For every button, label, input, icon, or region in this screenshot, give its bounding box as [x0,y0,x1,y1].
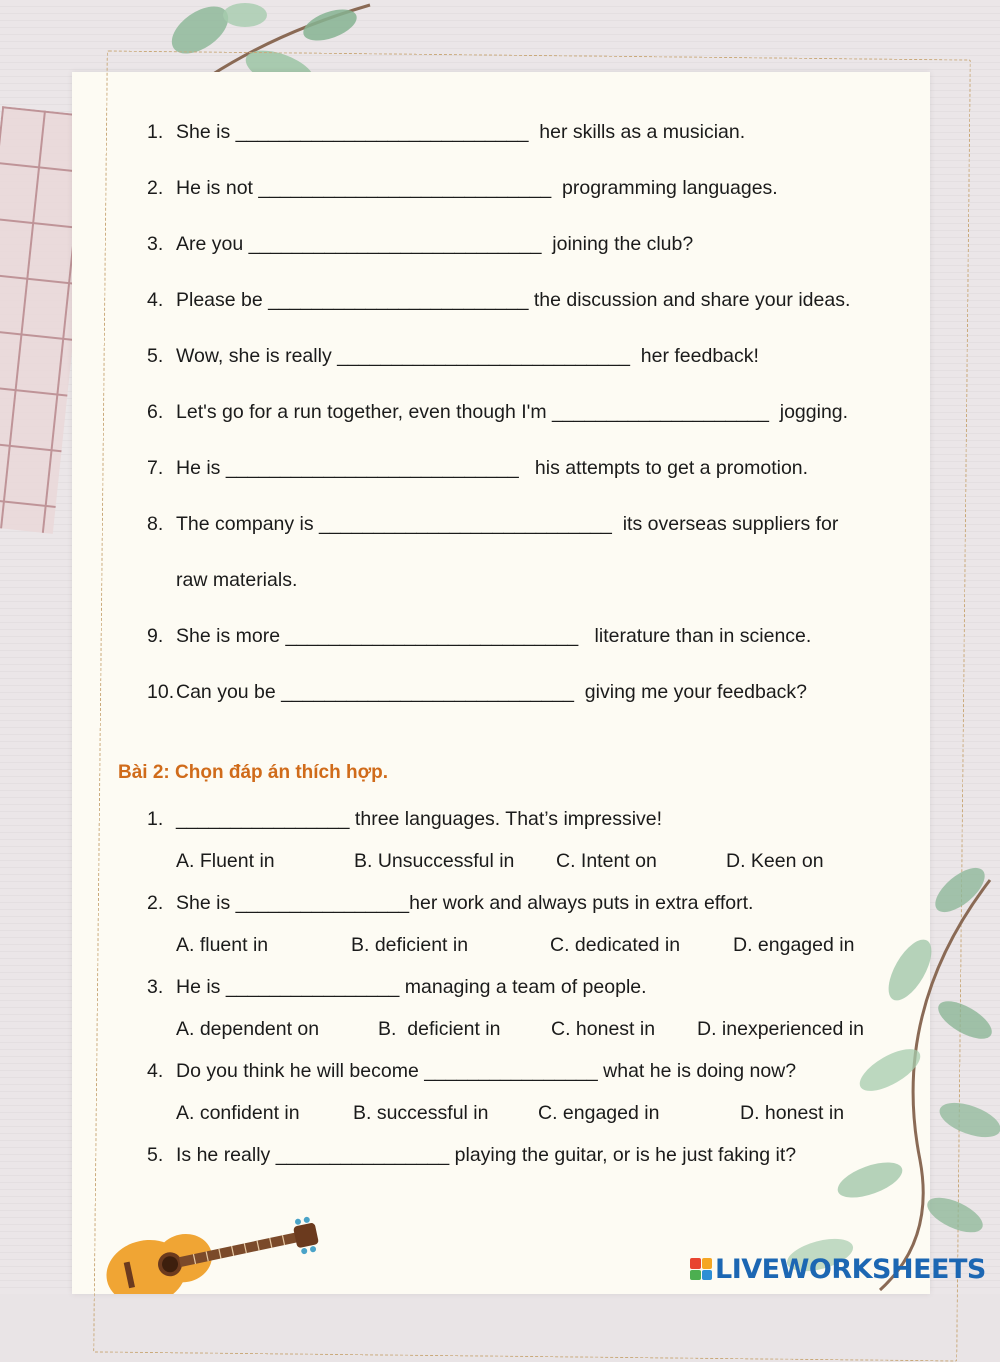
option-a[interactable]: A. Fluent in [176,850,275,872]
exercise1-item-5: 5. Wow, she is really ___________________________ her feedback! [147,345,759,367]
option-c[interactable]: C. Intent on [556,850,657,872]
option-b[interactable]: B. deficient in [351,934,469,956]
exercise2-options-2 [176,933,896,957]
exercise2-question-4: 4. Do you think he will become ________________ what he is doing now? [147,1060,797,1082]
exercise1-item-8: 8. The company is ___________________________ its overseas suppliers for [147,513,839,535]
exercise2-options-1 [176,849,896,873]
exercise1-item-6: 6. Let's go for a run together, even though I'm ____________________ jogging. [147,401,849,423]
exercise2-options-4 [176,1101,896,1125]
option-c[interactable]: C. dedicated in [550,934,681,956]
exercise2-options-3 [176,1017,896,1041]
exercise1-item-4: 4. Please be ________________________ the discussion and share your ideas. [147,289,851,311]
option-d[interactable]: D. Keen on [726,850,824,872]
exercise1-item-3: 3. Are you ___________________________ joining the club? [147,233,694,255]
option-d[interactable]: D. honest in [740,1102,845,1124]
exercise1-item-8-continued: raw materials. [176,569,298,591]
exercise1-item-10: 10.Can you be ___________________________ giving me your feedback? [147,681,808,703]
exercise1-item-7: 7. He is ___________________________ his attempts to get a promotion. [147,457,809,479]
option-d[interactable]: D. inexperienced in [697,1018,864,1040]
exercise2-question-3: 3. He is ________________ managing a team of people. [147,976,647,998]
option-a[interactable]: A. dependent on [176,1018,320,1040]
exercise2-title: Bài 2: Chọn đáp án thích hợp. [118,762,389,783]
option-a[interactable]: A. confident in [176,1102,300,1124]
liveworksheets-logo-mark [690,1258,712,1280]
option-c[interactable]: C. engaged in [538,1102,660,1124]
exercise1-item-2: 2. He is not ___________________________ programming languages. [147,177,778,199]
liveworksheets-logo-text: LIVEWORKSHEETS [715,1253,986,1285]
option-b[interactable]: B. successful in [353,1102,489,1124]
exercise2-question-1: 1. ________________ three languages. That’s impressive! [147,808,663,830]
option-b[interactable]: B. deficient in [378,1018,501,1040]
liveworksheets-logo[interactable] [690,1254,986,1284]
exercise1-item-1: 1. She is ___________________________ her skills as a musician. [147,121,746,143]
option-c[interactable]: C. honest in [551,1018,656,1040]
exercise2-question-2: 2. She is ________________her work and always puts in extra effort. [147,892,754,914]
exercise1-item-9: 9. She is more ___________________________ literature than in science. [147,625,812,647]
guitar-illustration [98,1200,328,1294]
exercise2-question-5: 5. Is he really ________________ playing the guitar, or is he just faking it? [147,1144,797,1166]
option-d[interactable]: D. engaged in [733,934,855,956]
option-b[interactable]: B. Unsuccessful in [354,850,515,872]
option-a[interactable]: A. fluent in [176,934,269,956]
